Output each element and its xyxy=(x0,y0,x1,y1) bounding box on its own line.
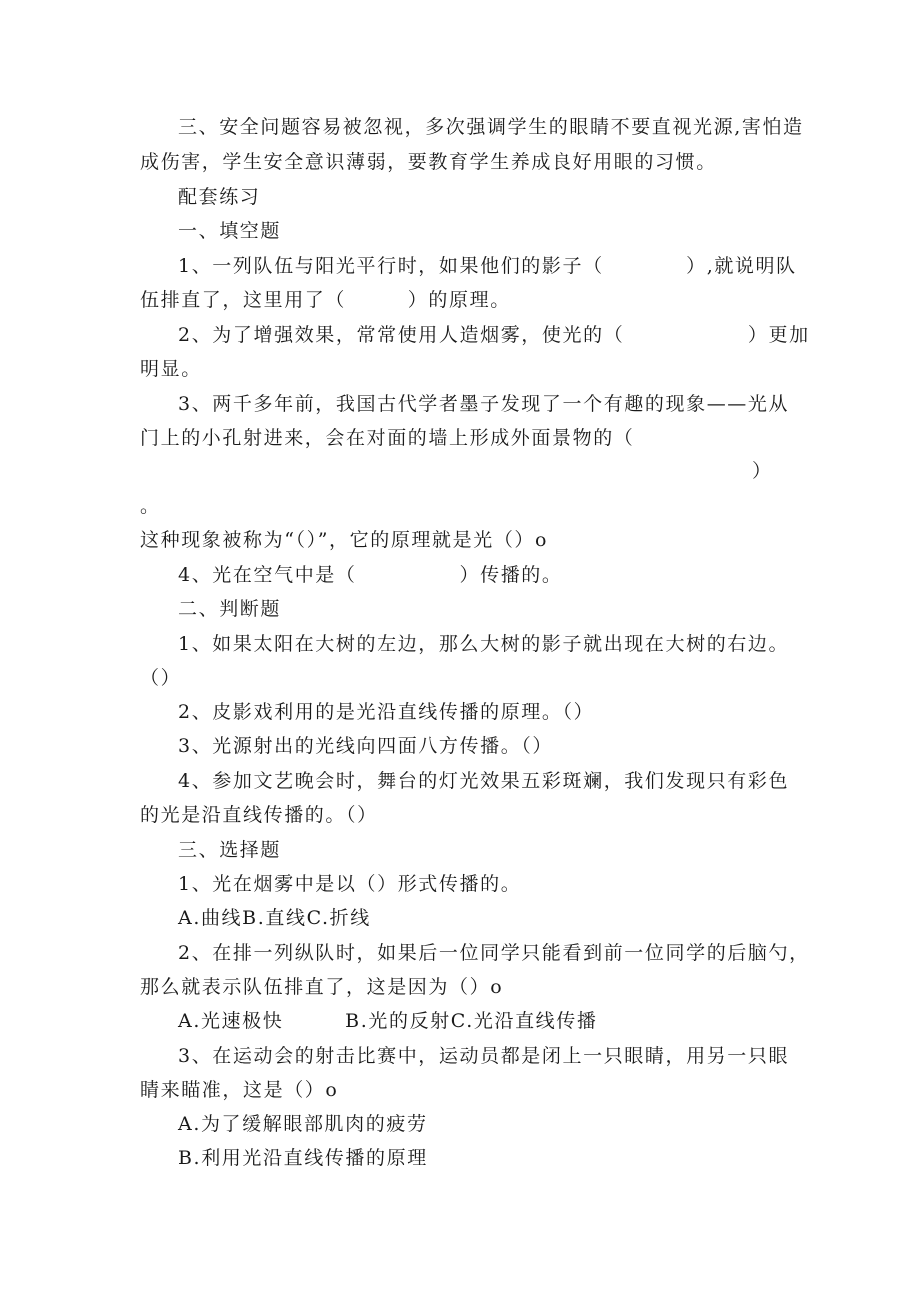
mc-q1-options: A.曲线B.直线C.折线 xyxy=(178,907,371,929)
heading-true-false: 二、判断题 xyxy=(178,598,282,620)
tf-q4-line-1: 4、参加文艺晚会时，舞台的灯光效果五彩斑斓，我们发现只有彩色 xyxy=(178,770,790,792)
fill-q3-line-1: 3、两千多年前，我国古代学者墨子发现了一个有趣的现象——光从 xyxy=(178,393,790,415)
fill-q3-line-2: 门上的小孔射进来，会在对面的墙上形成外面景物的（ xyxy=(140,427,635,449)
mc-q3-option-b: B.利用光沿直线传播的原理 xyxy=(178,1147,428,1169)
fill-q1-line-2: 伍排直了，这里用了（ ）的原理。 xyxy=(140,289,511,311)
paragraph-safety-line-1: 三、安全问题容易被忽视，多次强调学生的眼睛不要直视光源,害怕造 xyxy=(178,116,804,138)
mc-q2-line-2: 那么就表示队伍排直了，这是因为（）o xyxy=(140,976,504,998)
tf-q1-line-2: （） xyxy=(140,667,182,689)
fill-q3-period: 。 xyxy=(140,495,161,517)
mc-q1: 1、光在烟雾中是以（）形式传播的。 xyxy=(178,873,522,895)
fill-q3-closing-paren: ） xyxy=(752,460,773,482)
fill-q2-line-1: 2、为了增强效果，常常使用人造烟雾，使光的（ ）更加 xyxy=(178,324,810,346)
mc-q3-line-2: 睛来瞄准，这是（）o xyxy=(140,1079,339,1101)
fill-q1-line-1: 1、一列队伍与阳光平行时，如果他们的影子（ ）,就说明队 xyxy=(178,255,797,277)
tf-q1-line-1: 1、如果太阳在大树的左边，那么大树的影子就出现在大树的右边。 xyxy=(178,633,790,655)
tf-q2: 2、皮影戏利用的是光沿直线传播的原理。（） xyxy=(178,701,595,723)
mc-q3-option-a: A.为了缓解眼部肌肉的疲劳 xyxy=(178,1113,428,1135)
mc-q2-line-1: 2、在排一列纵队时，如果后一位同学只能看到前一位同学的后脑勺， xyxy=(178,942,810,964)
heading-fill-blank: 一、填空题 xyxy=(178,220,282,242)
fill-q2-line-2: 明显。 xyxy=(140,358,202,380)
fill-q3-line-3: 这种现象被称为“（）”，它的原理就是光（）o xyxy=(140,529,549,551)
fill-q4: 4、光在空气中是（ ）传播的。 xyxy=(178,564,563,586)
heading-multiple-choice: 三、选择题 xyxy=(178,839,282,861)
mc-q2-options: A.光速极快 B.光的反射C.光沿直线传播 xyxy=(178,1010,598,1032)
section-title-exercises: 配套练习 xyxy=(178,186,261,208)
paragraph-safety-line-2: 成伤害，学生安全意识薄弱，要教育学生养成良好用眼的习惯。 xyxy=(140,151,717,173)
mc-q3-line-1: 3、在运动会的射击比赛中，运动员都是闭上一只眼睛，用另一只眼 xyxy=(178,1045,790,1067)
tf-q4-line-2: 的光是沿直线传播的。（） xyxy=(140,804,378,826)
tf-q3: 3、光源射出的光线向四面八方传播。（） xyxy=(178,735,553,757)
